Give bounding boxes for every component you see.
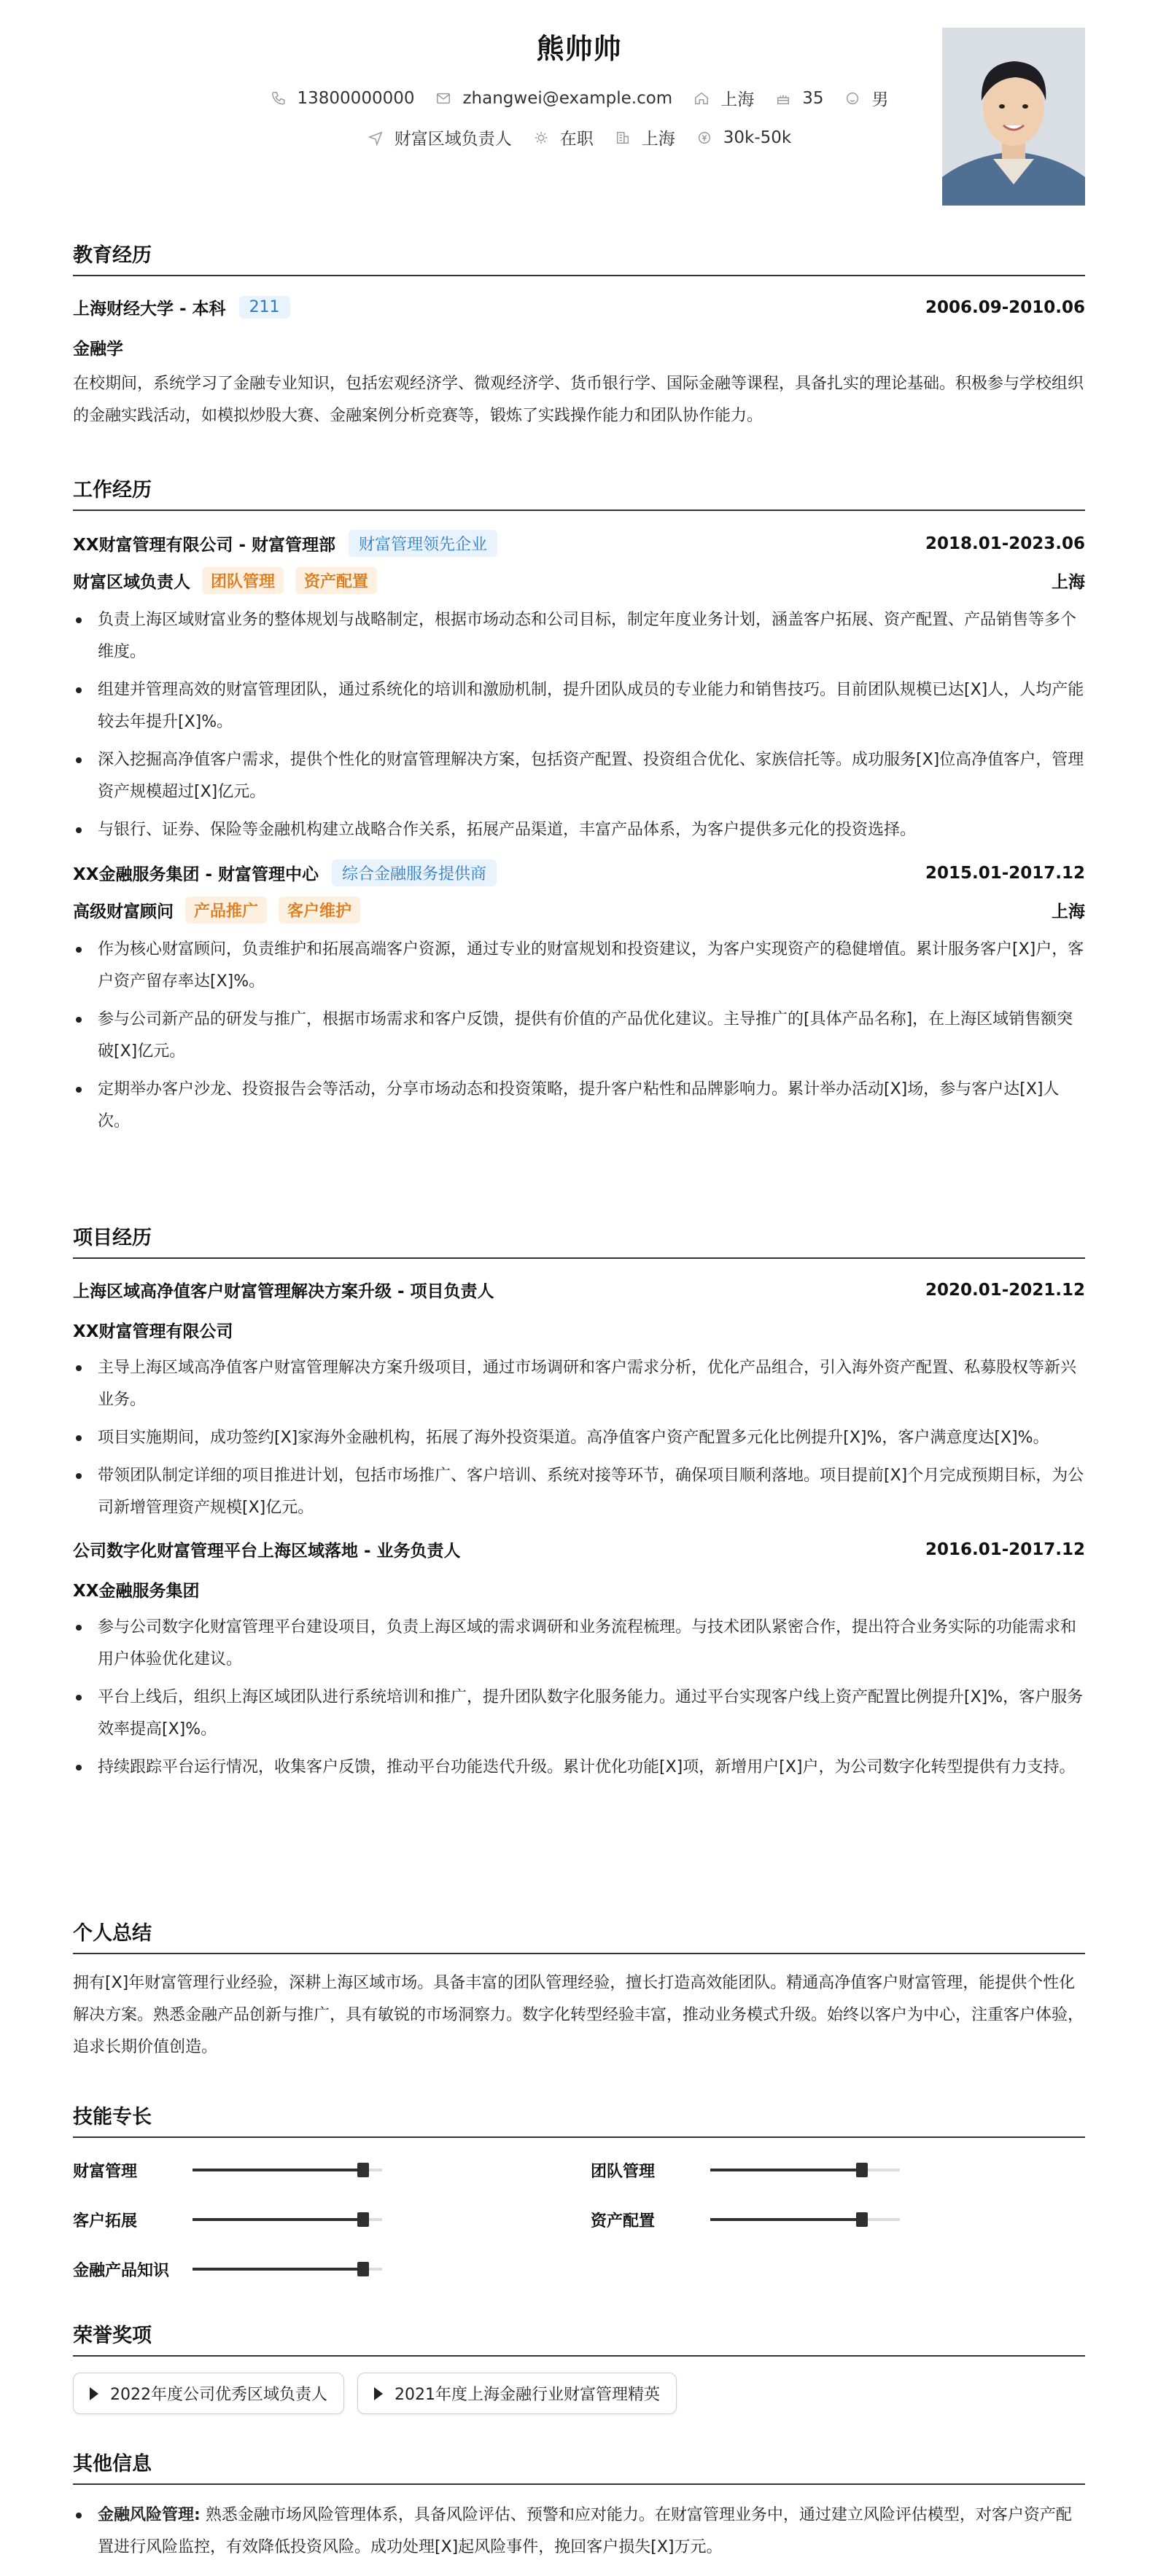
list-item — [73, 2499, 1085, 2564]
project-bullets — [73, 1612, 1085, 1784]
project-header-row — [73, 1278, 1085, 1302]
job-bullets — [73, 604, 1085, 846]
skill-bar — [710, 2218, 900, 2221]
job-role-row — [73, 897, 1085, 924]
job-role — [73, 897, 360, 924]
list-item: 参与公司新产品的研发与推广，根据市场需求和客户反馈，提供有价值的产品优化建议。主导推广的[具体产品名称]，在上海区域销售额突破[X]亿元。 — [73, 1004, 1085, 1068]
skill-item — [73, 2145, 591, 2195]
candidate-name: 熊帅帅 — [536, 33, 622, 65]
honors-section — [73, 2319, 1085, 2414]
coin-icon — [696, 129, 713, 147]
education-title: 教育经历 — [73, 239, 1085, 276]
list-item: 平台上线后，组织上海区域团队进行系统培训和推广，提升团队数字化服务能力。通过平台实现客户线上资产配置比例提升[X]%，客户服务效率提高[X]%。 — [73, 1682, 1085, 1746]
other-list — [73, 2499, 1085, 2564]
project-name: 公司数字化财富管理平台上海区域落地 - 业务负责人 — [73, 1542, 461, 1561]
job-role — [73, 567, 377, 594]
education-description: 在校期间，系统学习了金融专业知识，包括宏观经济学、微观经济学、货币银行学、国际金融等课程，具备扎实的理论基础。积极参与学校组织的金融实践活动，如模拟炒股大赛、金融案例分析竞赛等，锻炼了实践操作能力和团队协作能力。 — [73, 375, 1084, 425]
mail-icon — [435, 90, 452, 107]
company-name: XX财富管理有限公司 - 财富管理部 — [73, 536, 336, 555]
major: 金融学 — [73, 340, 123, 359]
projects-section — [73, 1222, 1085, 1789]
resume-header — [73, 0, 1085, 219]
honor-badge — [73, 2373, 344, 2414]
phone-info — [270, 89, 415, 108]
role-tag: 产品推广 — [185, 897, 267, 924]
honors-title: 荣誉奖项 — [73, 2319, 1085, 2357]
project-date: 2016.01-2017.12 — [925, 1539, 1085, 1559]
summary-section — [73, 1917, 1085, 2064]
education-section — [73, 239, 1085, 432]
skill-item — [591, 2145, 1028, 2195]
location-text: 上海 — [720, 90, 755, 109]
triangle-icon — [374, 2387, 383, 2400]
job-date: 2015.01-2017.12 — [925, 863, 1085, 883]
work-title: 工作经历 — [73, 474, 1085, 511]
skill-name: 资产配置 — [591, 2212, 656, 2230]
list-item: 与银行、证券、保险等金融机构建立战略合作关系，拓展产品渠道，丰富产品体系，为客户提供多元化的投资选择。 — [73, 814, 1085, 846]
role-tag: 客户维护 — [279, 897, 360, 924]
status-text: 在职 — [559, 130, 594, 149]
list-item: 项目实施期间，成功签约[X]家海外金融机构，拓展了海外投资渠道。高净值客户资产配置多元化比例提升[X]%，客户满意度达[X]%。 — [73, 1422, 1085, 1454]
age-info — [774, 89, 823, 108]
skill-bar — [193, 2169, 382, 2171]
skills-title: 技能专长 — [73, 2101, 1085, 2138]
company-name: XX金融服务集团 - 财富管理中心 — [73, 865, 319, 884]
list-item: 主导上海区域高净值客户财富管理解决方案升级项目，通过市场调研和客户需求分析，优化产品组合，引入海外资产配置、私募股权等新兴业务。 — [73, 1352, 1085, 1416]
salary-info — [696, 128, 791, 147]
summary-title: 个人总结 — [73, 1917, 1085, 1954]
project-bullets — [73, 1352, 1085, 1524]
honor-text: 2021年度上海金融行业财富管理精英 — [395, 2386, 660, 2404]
gender-icon — [844, 90, 861, 107]
list-item: 深入挖掘高净值客户需求，提供个性化的财富管理解决方案，包括资产配置、投资组合优化、家族信托等。成功服务[X]位高净值客户，管理资产规模超过[X]亿元。 — [73, 744, 1085, 808]
school-tag: 211 — [239, 296, 290, 319]
other-title: 其他信息 — [73, 2448, 1085, 2485]
job-header-row — [73, 859, 1085, 886]
target-city-info — [614, 125, 675, 149]
list-item: 定期举办客户沙龙、投资报告会等活动，分享市场动态和投资策略，提升客户粘性和品牌影响力。累计举办活动[X]场，参与客户达[X]人次。 — [73, 1074, 1085, 1138]
building-icon — [614, 129, 632, 147]
salary-text: 30k-50k — [723, 128, 792, 147]
honor-text: 2022年度公司优秀区域负责人 — [110, 2386, 327, 2404]
honor-badge — [357, 2373, 677, 2414]
project-org: XX财富管理有限公司 — [73, 1322, 233, 1341]
skill-bar — [193, 2268, 382, 2271]
list-item: 作为核心财富顾问，负责维护和拓展高端客户资源，通过专业的财富规划和投资建议，为客户实现资产的稳健增值。累计服务客户[X]户，客户资产留存率达[X]%。 — [73, 934, 1085, 998]
target-city-text: 上海 — [641, 130, 675, 149]
job-company — [73, 859, 497, 886]
company-tag: 综合金融服务提供商 — [332, 859, 497, 886]
contact-info-row — [73, 86, 1085, 110]
project-org: XX金融服务集团 — [73, 1582, 200, 1601]
skill-item — [591, 2195, 1028, 2244]
role-tag: 团队管理 — [202, 567, 284, 594]
list-item: 带领团队制定详细的项目推进计划，包括市场推广、客户培训、系统对接等环节，确保项目顺利落地。项目提前[X]个月完成预期目标，为公司新增管理资产规模[X]亿元。 — [73, 1460, 1085, 1524]
job-city: 上海 — [1052, 573, 1085, 592]
list-item: 参与公司数字化财富管理平台建设项目，负责上海区域的需求调研和业务流程梳理。与技术团队紧密合作，提出符合业务实际的功能需求和用户体验优化建议。 — [73, 1612, 1085, 1676]
home-icon — [693, 90, 710, 107]
status-info — [532, 125, 594, 149]
other-label: 金融风险管理: — [98, 2506, 201, 2524]
education-header-row — [73, 295, 1085, 319]
skill-name: 金融产品知识 — [73, 2261, 170, 2280]
project-date: 2020.01-2021.12 — [925, 1280, 1085, 1300]
skill-item — [73, 2195, 591, 2244]
list-item: 负责上海区域财富业务的整体规划与战略制定，根据市场动态和公司目标，制定年度业务计划，涵盖客户拓展、资产配置、产品销售等多个维度。 — [73, 604, 1085, 668]
skill-name: 团队管理 — [591, 2162, 656, 2181]
email-info — [435, 89, 672, 108]
email-text: zhangwei@example.com — [462, 88, 673, 108]
role-name: 财富区域负责人 — [73, 573, 190, 592]
skill-item — [73, 2244, 591, 2294]
skill-bar — [193, 2218, 382, 2221]
job-role-row — [73, 567, 1085, 594]
target-position-info — [367, 125, 512, 149]
job-company — [73, 530, 497, 557]
skills-grid — [73, 2145, 1085, 2294]
gender-text: 男 — [871, 90, 889, 109]
summary-text: 拥有[X]年财富管理行业经验，深耕上海区域市场。具备丰富的团队管理经验，擅长打造高效能团队。精通高净值客户财富管理，能提供个性化解决方案。熟悉金融产品创新与推广，具有敏锐的市场洞察力。数字化转型经验丰富，推动业务模式升级。始终以客户为中心，注重客户体验，追求长期价值创造。 — [73, 1974, 1084, 2056]
role-tag: 资产配置 — [295, 567, 377, 594]
cake-icon — [774, 90, 792, 107]
job-intent-row — [73, 125, 1085, 149]
job-date: 2018.01-2023.06 — [925, 534, 1085, 553]
profile-photo — [942, 28, 1085, 206]
honors-list — [73, 2373, 1085, 2414]
age-text: 35 — [802, 88, 824, 108]
job-city: 上海 — [1052, 902, 1085, 921]
list-item: 持续跟踪平台运行情况，收集客户反馈，推动平台功能迭代升级。累计优化功能[X]项，新增用户[X]户，为公司数字化转型提供有力支持。 — [73, 1752, 1085, 1784]
projects-title: 项目经历 — [73, 1222, 1085, 1259]
work-section — [73, 474, 1085, 1144]
phone-icon — [270, 90, 287, 107]
education-date: 2006.09-2010.06 — [925, 297, 1085, 317]
job-bullets — [73, 934, 1085, 1138]
location-info — [693, 86, 754, 110]
skill-bar — [710, 2169, 900, 2171]
target-position-text: 财富区域负责人 — [394, 130, 512, 149]
other-section — [73, 2448, 1085, 2569]
status-icon — [532, 129, 550, 147]
school-text: 上海财经大学 - 本科 — [73, 300, 226, 319]
skill-name: 客户拓展 — [73, 2212, 138, 2230]
school-name — [73, 295, 290, 319]
triangle-icon — [90, 2387, 98, 2400]
company-tag: 财富管理领先企业 — [349, 530, 497, 557]
list-item: 组建并管理高效的财富管理团队，通过系统化的培训和激励机制，提升团队成员的专业能力和销售技巧。目前团队规模已达[X]人，人均产能较去年提升[X]%。 — [73, 674, 1085, 738]
skill-name: 财富管理 — [73, 2162, 138, 2181]
skills-section — [73, 2101, 1085, 2294]
phone-text: 13800000000 — [297, 88, 415, 108]
project-header-row — [73, 1537, 1085, 1561]
gender-info — [844, 86, 888, 110]
other-text: 熟悉金融市场风险管理体系，具备风险评估、预警和应对能力。在财富管理业务中，通过建立风险评估模型，对客户资产配置进行风险监控，有效降低投资风险。成功处理[X]起风险事件，挽回客户损失[X]万元。 — [98, 2506, 1072, 2556]
role-name: 高级财富顾问 — [73, 902, 174, 921]
send-icon — [367, 129, 384, 147]
project-name: 上海区域高净值客户财富管理解决方案升级 - 项目负责人 — [73, 1282, 494, 1301]
job-header-row — [73, 530, 1085, 557]
